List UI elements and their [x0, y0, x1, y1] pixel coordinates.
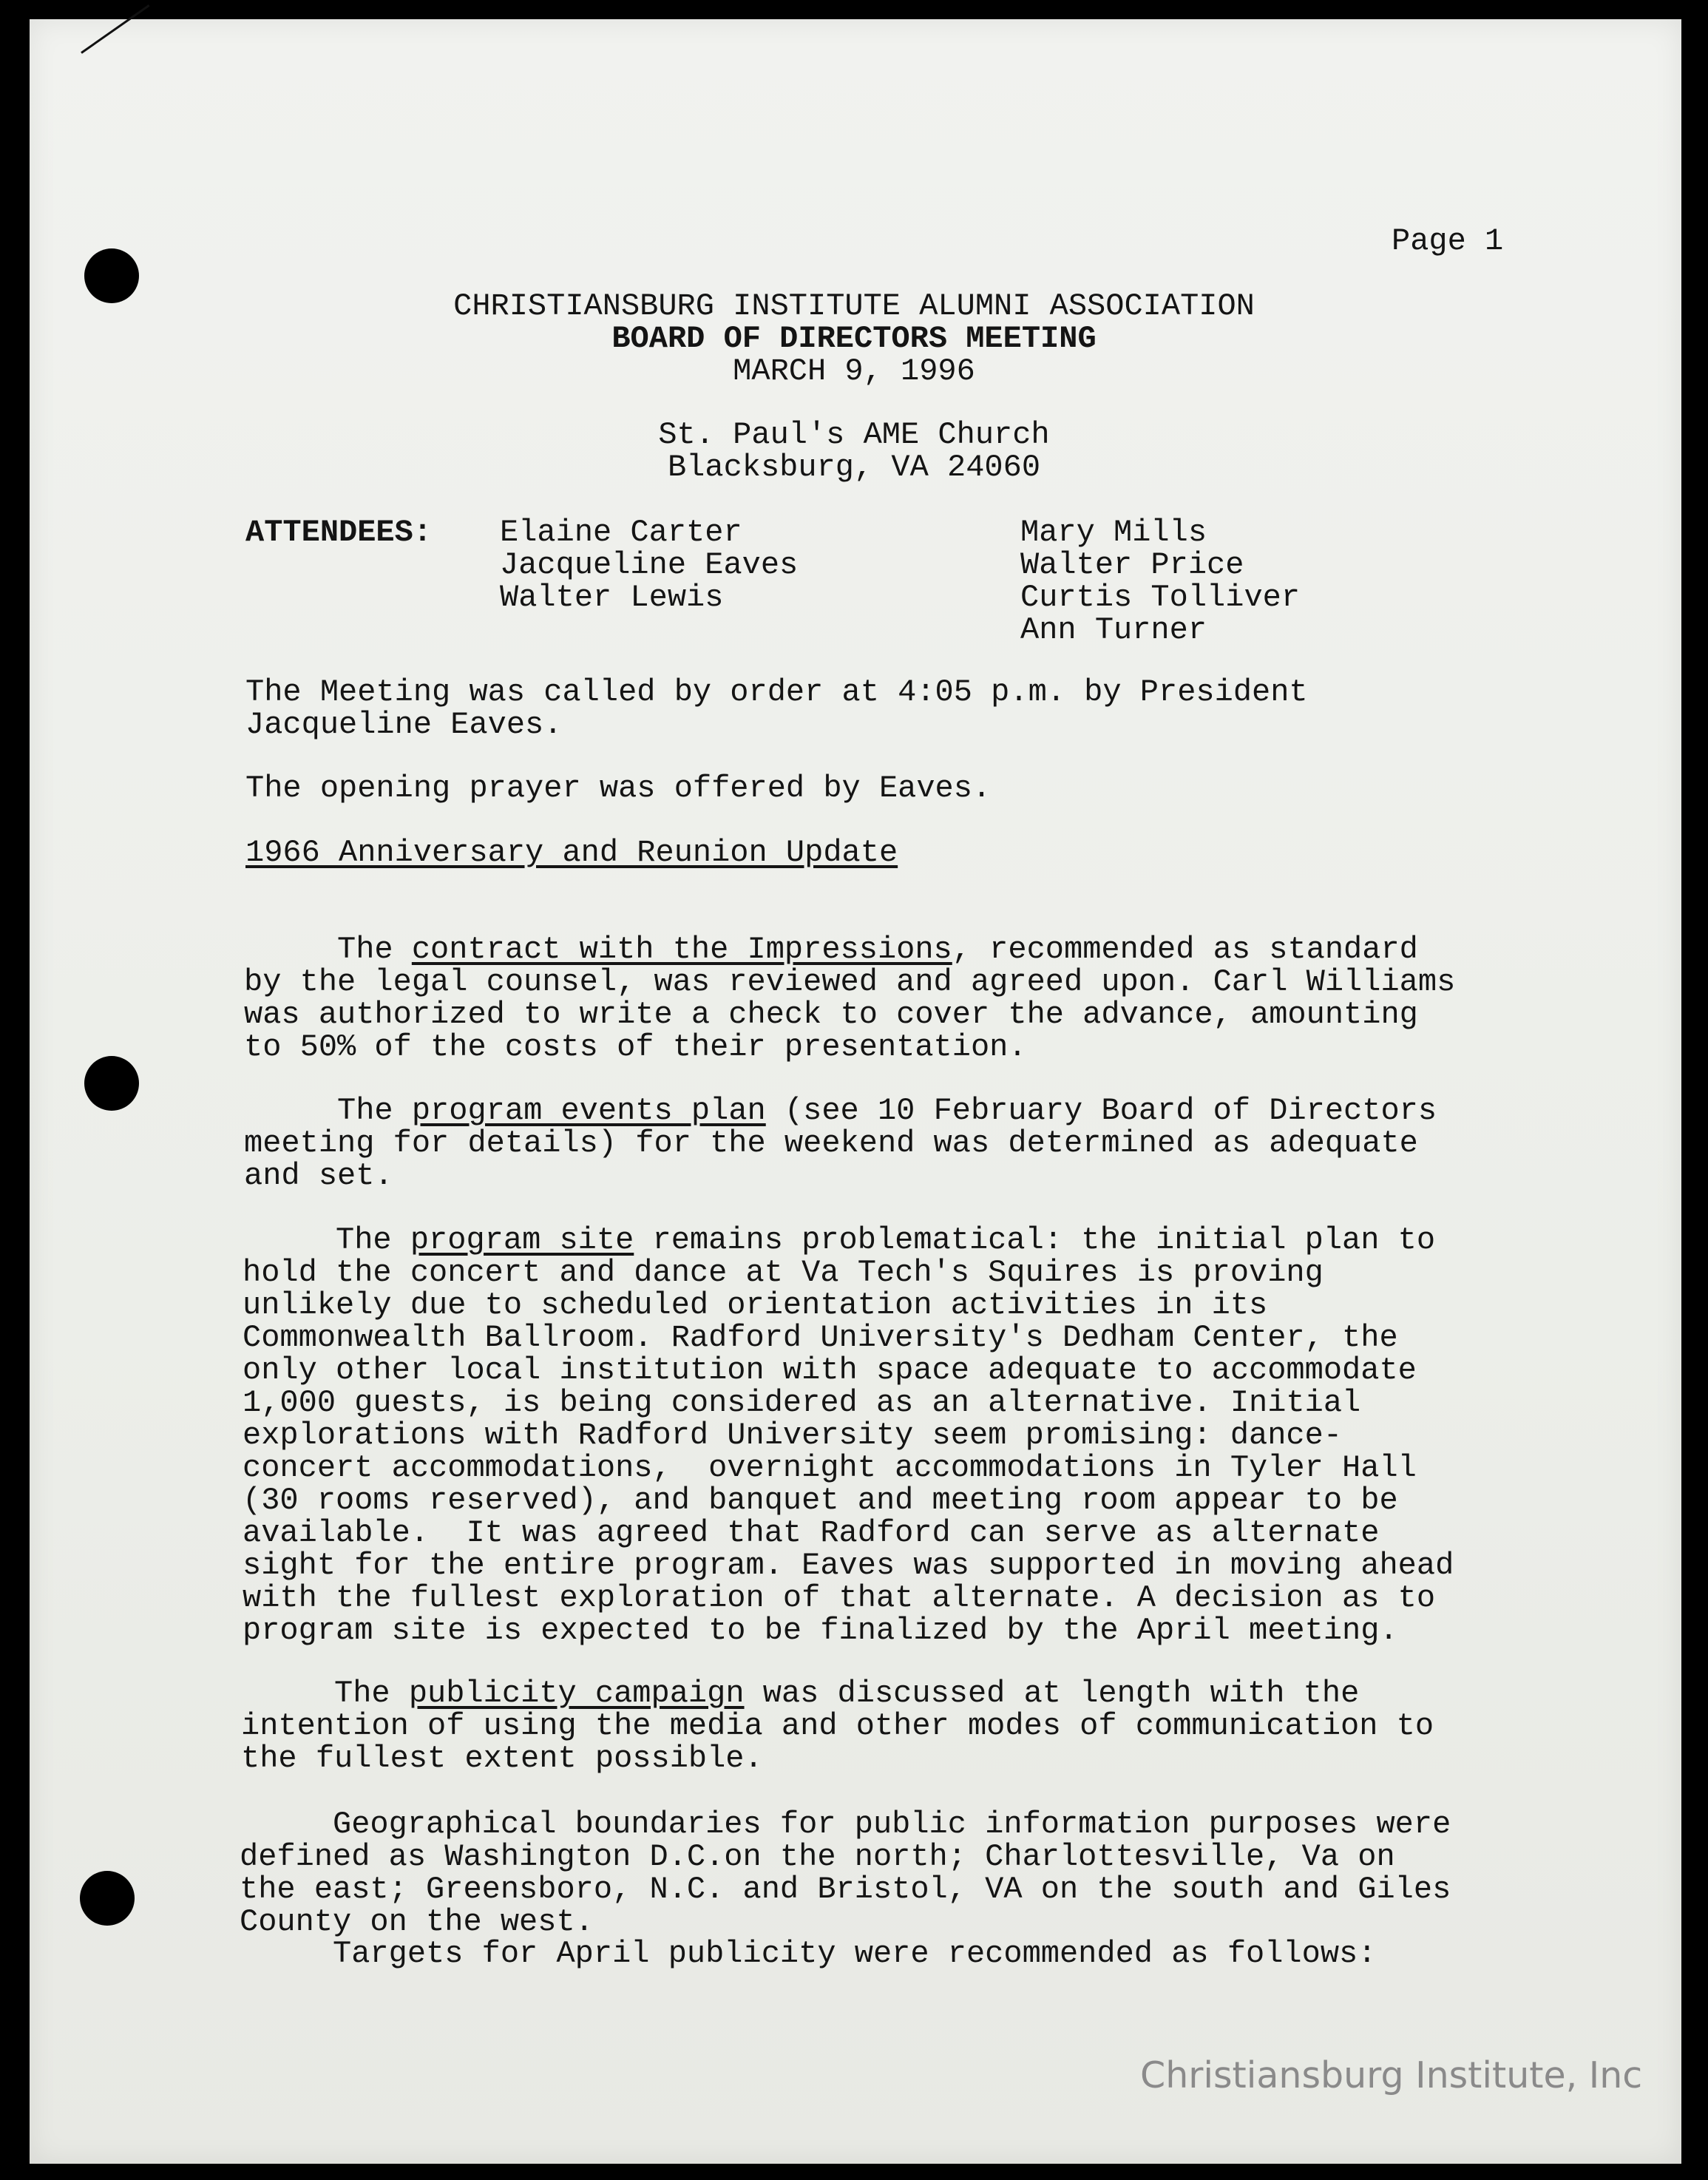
- prayer-paragraph: [245, 772, 991, 805]
- line-rest: remains problematical: the initial plan to: [634, 1222, 1436, 1258]
- text-line: hold the concert and dance at Va Tech's Squires is proving: [243, 1255, 1324, 1290]
- attendee: Walter Price: [1020, 547, 1244, 583]
- text-line: was authorized to write a check to cover the advance, amounting: [244, 997, 1418, 1032]
- text-line: available. It was agreed that Radford can serve as alternate: [243, 1515, 1380, 1551]
- text-line: concert accommodations, overnight accommodations in Tyler Hall: [243, 1450, 1417, 1486]
- attendee: Curtis Tolliver: [1020, 580, 1301, 615]
- text-line: The opening prayer was offered by Eaves.: [245, 771, 992, 806]
- text-line: program site is expected to be finalized by the April meeting.: [243, 1613, 1398, 1648]
- call-to-order-paragraph: [245, 676, 1308, 741]
- text-line: intention of using the media and other modes of communication to: [241, 1708, 1434, 1744]
- events-paragraph: [244, 1062, 1437, 1192]
- page-number: Page 1: [1392, 223, 1504, 259]
- text-line: sight for the entire program. Eaves was supported in moving ahead: [243, 1548, 1454, 1583]
- line-rest: , recommended as standard: [952, 932, 1418, 967]
- geography-paragraph: [240, 1776, 1451, 1938]
- text-line: explorations with Radford University seem promising: dance-: [243, 1418, 1343, 1453]
- text-line: 1,000 guests, is being considered as an alternative. Initial: [243, 1385, 1361, 1421]
- punch-hole-middle: [84, 1056, 139, 1111]
- publicity-paragraph: [241, 1645, 1434, 1775]
- attendee: Elaine Carter: [500, 515, 742, 550]
- text-line: The Meeting was called by order at 4:05 p.m. by President: [245, 674, 1308, 710]
- text-line: the east; Greensboro, N.C. and Bristol, VA on the south and Giles: [240, 1872, 1451, 1907]
- underlined-term: contract with the Impressions: [411, 932, 952, 967]
- line-rest: (see 10 February Board of Directors: [765, 1093, 1437, 1128]
- text-line: Commonwealth Ballroom. Radford University's Dedham Center, the: [243, 1320, 1398, 1355]
- text-line: only other local institution with space adequate to accommodate: [243, 1353, 1417, 1388]
- indent: The: [244, 1093, 412, 1128]
- attendee: Mary Mills: [1020, 515, 1207, 550]
- watermark: Christiansburg Institute, Inc: [1140, 2054, 1643, 2096]
- indent: The: [241, 1676, 409, 1711]
- text-line: to 50% of the costs of their presentation.: [244, 1029, 1027, 1065]
- contract-paragraph: [244, 901, 1455, 1063]
- org-title: CHRISTIANSBURG INSTITUTE ALUMNI ASSOCIATION: [453, 288, 1255, 324]
- text-line: by the legal counsel, was reviewed and agreed upon. Carl Williams: [244, 964, 1456, 1000]
- text-line: and set.: [244, 1158, 393, 1194]
- text-line: defined as Washington D.C.on the north; Charlottesville, Va on: [240, 1839, 1395, 1875]
- text-line: the fullest extent possible.: [241, 1741, 763, 1776]
- indent: The: [243, 1222, 410, 1258]
- text-line: Geographical boundaries for public information purposes were: [240, 1807, 1451, 1842]
- venue-city: Blacksburg, VA 24060: [667, 450, 1041, 485]
- attendees-label: ATTENDEES:: [245, 515, 433, 550]
- text-line: [244, 1094, 1437, 1127]
- underlined-term: publicity campaign: [408, 1676, 745, 1711]
- text-line: [243, 1224, 1454, 1256]
- targets-paragraph: [240, 1937, 1376, 1970]
- attendee: Jacqueline Eaves: [500, 547, 799, 583]
- section-heading: 1966 Anniversary and Reunion Update: [245, 835, 898, 870]
- attendee: Ann Turner: [1020, 612, 1207, 648]
- site-paragraph: [243, 1191, 1454, 1647]
- indent: The: [244, 932, 412, 967]
- underlined-term: program site: [410, 1222, 634, 1258]
- text-line: [241, 1677, 1434, 1710]
- text-line: meeting for details) for the weekend was determined as adequate: [244, 1125, 1418, 1161]
- text-line: with the fullest exploration of that alternate. A decision as to: [243, 1580, 1436, 1616]
- attendee: Walter Lewis: [500, 580, 724, 615]
- text-line: County on the west.: [240, 1904, 594, 1940]
- text-line: unlikely due to scheduled orientation activities in its: [243, 1287, 1268, 1323]
- meeting-date: MARCH 9, 1996: [733, 353, 975, 389]
- text-line: (30 rooms reserved), and banquet and meeting room appear to be: [243, 1483, 1398, 1518]
- punch-hole-bottom: [80, 1871, 135, 1926]
- venue-name: St. Paul's AME Church: [658, 417, 1050, 453]
- underlined-term: program events plan: [411, 1093, 766, 1128]
- line-rest: was discussed at length with the: [744, 1676, 1360, 1711]
- text-line: [244, 933, 1455, 966]
- text-line: Jacqueline Eaves.: [245, 707, 563, 742]
- meeting-title: BOARD OF DIRECTORS MEETING: [611, 321, 1097, 356]
- text-line: Targets for April publicity were recommended as follows:: [240, 1936, 1377, 1971]
